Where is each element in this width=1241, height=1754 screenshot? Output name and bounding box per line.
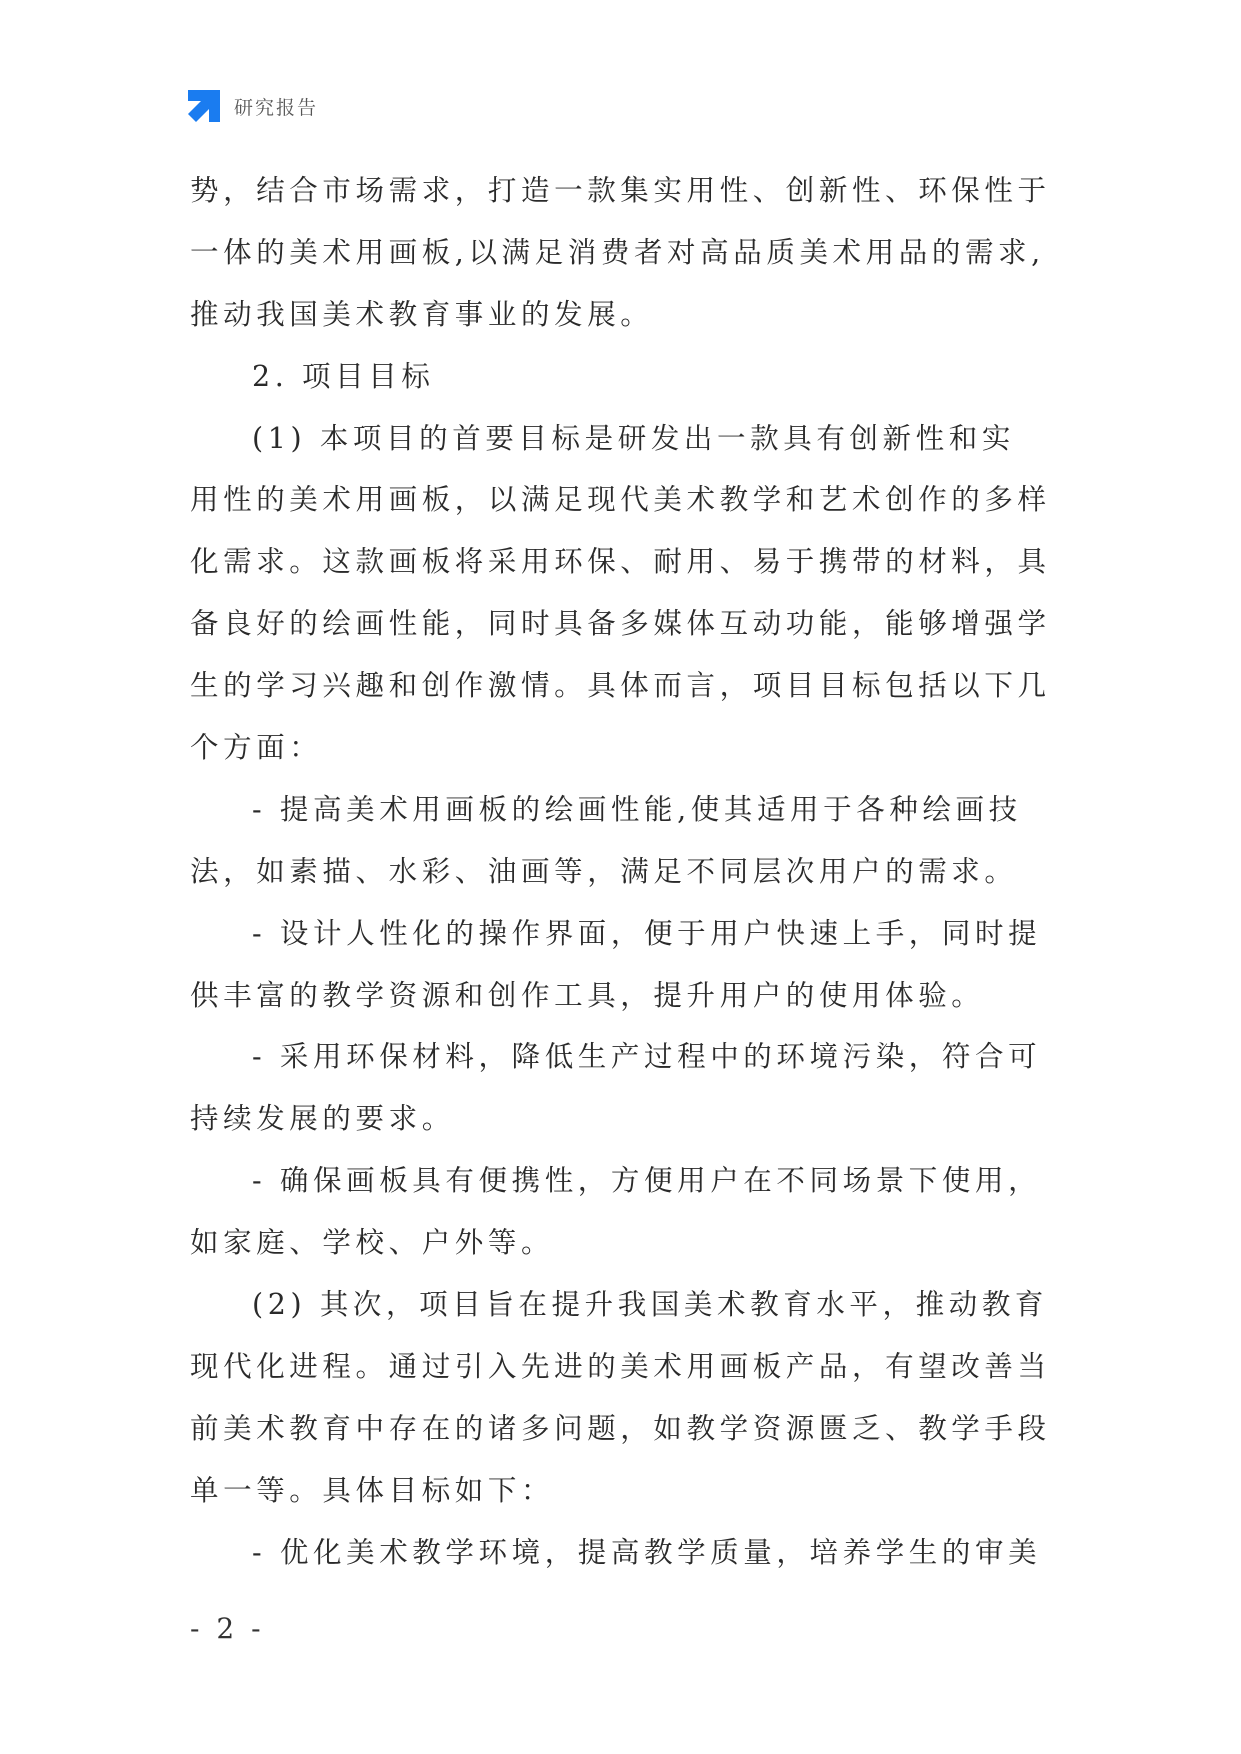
text-line: 持续发展的要求。 — [190, 1102, 455, 1136]
text-line: 备良好的绘画性能，同时具备多媒体互动功能，能够增强学 — [190, 607, 1051, 641]
text-line: 推动我国美术教育事业的发展。 — [190, 297, 654, 331]
text-line: 2. 项目目标 — [252, 359, 435, 393]
text-line: 一体的美术用画板,以满足消费者对高品质美术用品的需求, — [190, 235, 1045, 269]
text-line: (2) 其次，项目旨在提升我国美术教育水平，推动教育 — [252, 1288, 1049, 1322]
text-line: - 优化美术教学环境，提高教学质量，培养学生的审美 — [252, 1535, 1042, 1569]
text-line: 势，结合市场需求，打造一款集实用性、创新性、环保性于 — [190, 174, 1051, 207]
text-line: - 确保画板具有便携性，方便用户在不同场景下使用， — [252, 1164, 1042, 1198]
report-header — [188, 88, 318, 124]
text-line: 个方面： — [190, 731, 323, 765]
text-line: - 提高美术用画板的绘画性能,使其适用于各种绘画技 — [252, 792, 1022, 826]
text-line: 供丰富的教学资源和创作工具，提升用户的使用体验。 — [190, 978, 985, 1012]
text-line: 单一等。具体目标如下： — [190, 1473, 555, 1507]
text-line: - 采用环保材料，降低生产过程中的环境污染，符合可 — [252, 1040, 1042, 1074]
text-line: 化需求。这款画板将采用环保、耐用、易于携带的材料，具 — [190, 545, 1051, 579]
header-title: 研究报告 — [234, 96, 319, 119]
text-line: (1) 本项目的首要目标是研发出一款具有创新性和实 — [252, 421, 1015, 455]
page-number: - 2 - — [190, 1612, 265, 1645]
text-line: 法，如素描、水彩、油画等，满足不同层次用户的需求。 — [190, 854, 1018, 888]
text-line: 用性的美术用画板，以满足现代美术教学和艺术创作的多样 — [190, 483, 1051, 517]
text-line: - 设计人性化的操作界面，便于用户快速上手，同时提 — [252, 916, 1042, 950]
body-text — [190, 160, 1090, 1583]
text-line: 现代化进程。通过引入先进的美术用画板产品，有望改善当 — [190, 1349, 1051, 1383]
text-line: 生的学习兴趣和创作激情。具体而言，项目目标包括以下几 — [190, 669, 1051, 703]
arrow-logo-icon — [188, 90, 220, 122]
text-line: 如家庭、学校、户外等。 — [190, 1226, 555, 1260]
text-line: 前美术教育中存在的诸多问题，如教学资源匮乏、教学手段 — [190, 1411, 1051, 1445]
